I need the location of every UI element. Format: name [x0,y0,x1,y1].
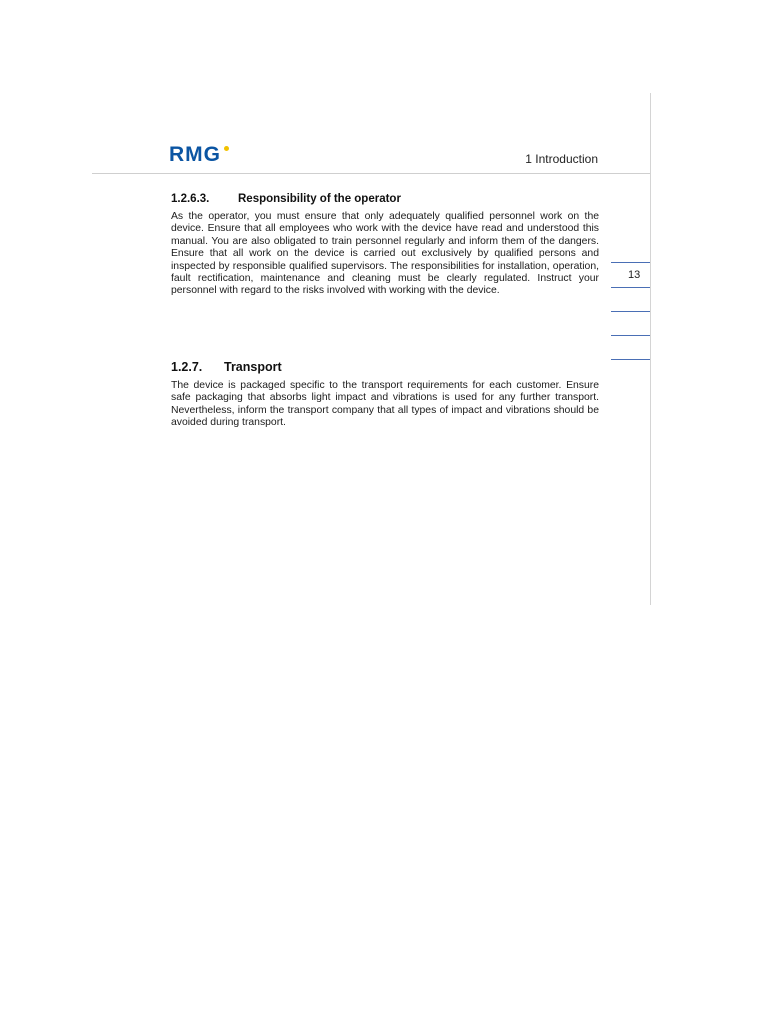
margin-tab-rule [611,311,650,312]
section-heading-1-2-7 [171,360,282,374]
logo-text: RMG [169,143,221,166]
margin-tab-rule [611,287,650,288]
section-title: Transport [224,360,282,374]
section-number: 1.2.6.3. [171,193,210,205]
margin-tab-rule [611,359,650,360]
margin-tab-rule [611,335,650,336]
section-number: 1.2.7. [171,360,203,374]
logo-dot-icon [224,146,229,151]
margin-tab-rule [611,262,650,263]
page-edge-vertical-rule [650,93,651,605]
section-heading-1-2-6-3 [171,193,401,205]
rmg-logo [169,144,229,166]
chapter-title: 1 Introduction [525,152,598,166]
header-rule [92,173,650,174]
section-title: Responsibility of the operator [238,193,401,205]
section-body-transport: The device is packaged specific to the transport requirements for each customer. Ensure safe packaging that absorbs light impact and vibrations is used for any further transport. Nevertheless, inform the transport company that all types of impact and vibrations should be avoided during transport. [171,380,599,429]
page-number: 13 [628,269,641,281]
section-body-operator: As the operator, you must ensure that only adequately qualified personnel work on the device. Ensure that all employees who work with the device have read and understood this manual. You are also obligated to train personnel regularly and inform them of the dangers. Ensure that all work on the device is carried out exclusively by qualified persons and inspected by responsible qualified supervisors. The responsibilities for installation, operation, fault rectification, maintenance and cleaning must be clearly regulated. Instruct your personnel with regard to the risks involved with working with the device. [171,211,599,297]
